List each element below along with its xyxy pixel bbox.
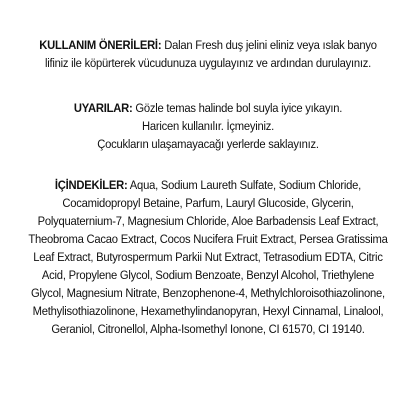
warnings-line-2: Haricen kullanılır. İçmeyiniz. [141,119,275,133]
warnings-line-3: Çocukların ulaşamayacağı yerlerde saklayınız. [97,137,319,151]
warnings-line-1 [17,99,400,117]
ingredients-line-4: Theobroma Cacao Extract, Cocos Nucifera Fruit Extract, Persea Gratissima [28,232,388,246]
ingredients-line-5: Leaf Extract, Butyrospermum Parkii Nut Extract, Tetrasodium EDTA, Citric [33,250,383,264]
ingredients-text-1: Aqua, Sodium Laureth Sulfate, Sodium Chloride, [127,178,362,192]
ingredients-section [17,176,400,338]
usage-line-2: lifiniz ile köpürterek vücudunuza uygulayınız ve ardından durulayınız. [44,56,372,70]
ingredients-line-9: Geraniol, Citronellol, Alpha-Isomethyl Ionone, CI 61570, CI 19140. [51,322,365,336]
warnings-section [17,99,400,153]
warnings-heading: UYARILAR: [73,101,133,115]
ingredients-line-8: Methylisothiazolinone, Hexamethylindanopyran, Hexyl Cinnamal, Linalool, [32,304,384,318]
ingredients-line-6: Acid, Propylene Glycol, Sodium Benzoate, Benzyl Alcohol, Triethylene [41,268,375,282]
usage-text-1: Dalan Fresh duş jelini eliniz veya ıslak banyo [161,38,377,52]
warnings-text-1: Gözle temas halinde bol suyla iyice yıkayın. [132,101,343,115]
ingredients-heading: İÇİNDEKİLER: [54,178,128,192]
ingredients-line-2: Cocamidopropyl Betaine, Parfum, Lauryl Glucoside, Glycerin, [62,196,354,210]
usage-line-1 [17,36,400,54]
ingredients-line-1 [17,176,400,194]
usage-section [17,36,400,72]
ingredients-line-7: Glycol, Magnesium Nitrate, Benzophenone-4, Methylchloroisothiazolinone, [31,286,385,300]
ingredients-line-3: Polyquaternium-7, Magnesium Chloride, Aloe Barbadensis Leaf Extract, [37,214,379,228]
usage-heading: KULLANIM ÖNERİLERİ: [39,38,162,52]
